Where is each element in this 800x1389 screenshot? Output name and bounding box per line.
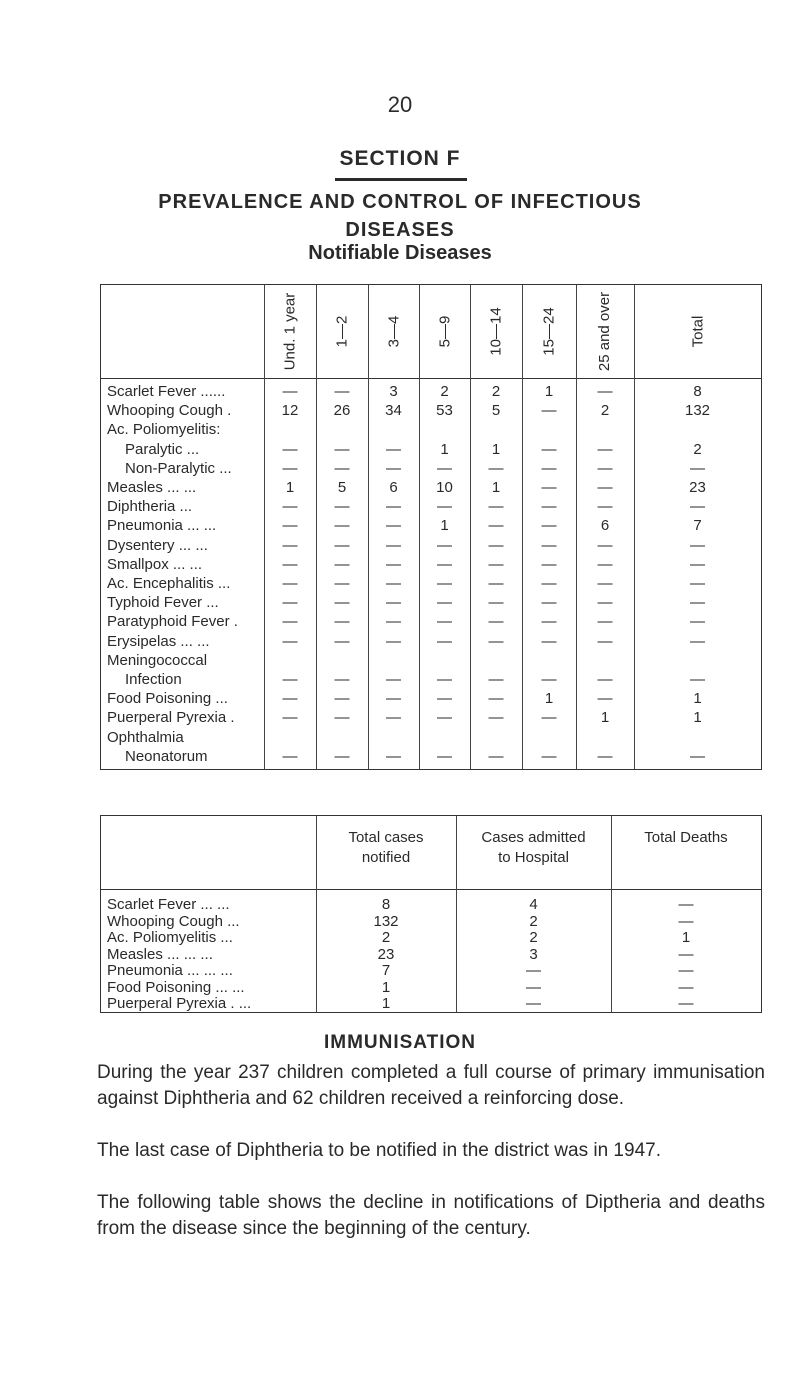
table-cell: 3 bbox=[389, 383, 398, 400]
row-label: Dysentery ... ... bbox=[107, 536, 208, 554]
table-cell: — bbox=[597, 690, 613, 708]
main-heading bbox=[0, 188, 800, 244]
summary-cell: 7 bbox=[381, 962, 391, 979]
summary-cell: 1 bbox=[381, 995, 391, 1012]
table-cell: 1 bbox=[491, 440, 501, 458]
table-cell: — bbox=[488, 459, 504, 477]
summary-cell: — bbox=[526, 995, 541, 1012]
table-cell: — bbox=[334, 555, 350, 573]
table-cell: — bbox=[437, 498, 452, 516]
column-header bbox=[264, 285, 316, 378]
table-cell: — bbox=[541, 632, 557, 650]
table-cell: — bbox=[282, 498, 298, 516]
table-cell: — bbox=[488, 594, 504, 612]
table-cell: 6 bbox=[600, 517, 610, 535]
summary-row-label: Pneumonia ... ... ... bbox=[107, 962, 233, 979]
table-cell: — bbox=[597, 613, 613, 631]
table-cell: — bbox=[597, 440, 613, 458]
summary-cell: — bbox=[526, 962, 541, 979]
table-cell: — bbox=[334, 383, 350, 400]
table-cell: — bbox=[541, 402, 557, 420]
table-cell: — bbox=[437, 747, 452, 765]
table-cell: 12 bbox=[281, 402, 299, 420]
column-header bbox=[470, 285, 522, 378]
table-cell: — bbox=[541, 440, 557, 458]
table-cell: — bbox=[437, 709, 452, 727]
table-cell: — bbox=[488, 498, 504, 516]
table-cell: — bbox=[597, 671, 613, 688]
table-cell: — bbox=[437, 594, 452, 612]
table-cell: — bbox=[334, 690, 350, 708]
table-cell: — bbox=[437, 459, 452, 477]
row-label: Diphtheria ... bbox=[107, 498, 193, 516]
table-cell: — bbox=[386, 555, 401, 573]
summary-cell: 132 bbox=[373, 912, 399, 930]
table-cell: — bbox=[386, 517, 401, 535]
summary-cell: — bbox=[678, 978, 694, 996]
table-cell: — bbox=[386, 536, 401, 554]
column-header-label: 25 and over bbox=[596, 291, 614, 372]
table-cell: 1 bbox=[600, 709, 610, 727]
table-cell: — bbox=[437, 632, 452, 650]
summary-cell: 8 bbox=[381, 896, 391, 913]
column-header bbox=[634, 285, 761, 378]
table-cell: — bbox=[282, 440, 298, 458]
column-header-label: 1—2 bbox=[333, 315, 351, 348]
table-cell: 2 bbox=[600, 402, 610, 420]
table-cell: — bbox=[437, 671, 452, 688]
row-label: Smallpox ... ... bbox=[107, 555, 203, 573]
summary-cell: 2 bbox=[529, 912, 538, 930]
table-cell: — bbox=[690, 498, 705, 516]
table-cell: — bbox=[334, 747, 350, 765]
table-cell: — bbox=[541, 747, 557, 765]
table-cell: 132 bbox=[684, 402, 711, 420]
summary-row-label: Measles ... ... ... bbox=[107, 945, 213, 963]
table-cell: — bbox=[541, 613, 557, 631]
column-header-label: 15—24 bbox=[540, 307, 558, 356]
table-cell: — bbox=[282, 555, 298, 573]
row-label: Puerperal Pyrexia . bbox=[107, 709, 235, 727]
table-cell: 8 bbox=[693, 383, 702, 400]
table-cell: — bbox=[541, 575, 557, 592]
table-cell: 5 bbox=[491, 402, 501, 420]
table-cell: — bbox=[488, 632, 504, 650]
summary-cell: 4 bbox=[529, 896, 538, 913]
summary-cell: — bbox=[526, 978, 541, 996]
table-cell: 1 bbox=[693, 709, 702, 727]
table-cell: 5 bbox=[337, 479, 347, 496]
main-heading-line1: PREVALENCE AND CONTROL OF INFECTIOUS bbox=[158, 191, 642, 213]
table-cell: 7 bbox=[693, 517, 702, 535]
table-cell: — bbox=[488, 690, 504, 708]
table-cell: — bbox=[386, 632, 401, 650]
summary-row-label: Puerperal Pyrexia . ... bbox=[107, 995, 252, 1012]
column-header-label: 3—4 bbox=[385, 315, 402, 348]
table-cell: — bbox=[541, 536, 557, 554]
row-label: Ophthalmia bbox=[107, 728, 184, 746]
table-cell: — bbox=[334, 498, 350, 516]
row-label: Paratyphoid Fever . bbox=[107, 613, 238, 631]
table-cell: — bbox=[334, 517, 350, 535]
row-label: Meningococcal bbox=[107, 651, 208, 669]
column-header-label: Total bbox=[689, 315, 706, 348]
table-cell: — bbox=[541, 498, 557, 516]
column-header-label: Und. 1 year bbox=[281, 292, 299, 371]
table-cell: — bbox=[690, 575, 705, 592]
table-cell: — bbox=[282, 594, 298, 612]
table-cell: — bbox=[488, 517, 504, 535]
table-cell: — bbox=[597, 594, 613, 612]
row-label: Paralytic ... bbox=[125, 440, 200, 458]
summary-cell: 1 bbox=[681, 929, 691, 946]
table-cell: — bbox=[282, 613, 298, 631]
table-cell: — bbox=[334, 440, 350, 458]
row-label: Measles ... ... bbox=[107, 479, 197, 496]
table-cell: — bbox=[334, 632, 350, 650]
table-cell: — bbox=[597, 536, 613, 554]
summary-cell: 2 bbox=[381, 929, 391, 946]
table-cell: — bbox=[386, 613, 401, 631]
table-cell: — bbox=[541, 517, 557, 535]
summary-column-header: Total cases notified bbox=[348, 829, 424, 866]
table-cell: — bbox=[282, 690, 298, 708]
table-cell: — bbox=[597, 498, 613, 516]
summary-cell: — bbox=[678, 896, 694, 913]
table-cell: — bbox=[541, 671, 557, 688]
table-cell: — bbox=[488, 575, 504, 592]
table-cell: 1 bbox=[491, 479, 501, 496]
table-cell: 1 bbox=[544, 690, 554, 708]
summary-cell: — bbox=[678, 945, 694, 963]
table-cell: — bbox=[282, 575, 298, 592]
table-cell: — bbox=[386, 671, 401, 688]
table-cell: — bbox=[541, 479, 557, 496]
table-cell: — bbox=[690, 536, 705, 554]
column-header-label: 10—14 bbox=[487, 307, 505, 356]
table-cell: — bbox=[597, 459, 613, 477]
table-cell: — bbox=[690, 459, 705, 477]
table-cell: — bbox=[690, 613, 705, 631]
table-cell: — bbox=[386, 709, 401, 727]
table-cell: 53 bbox=[436, 402, 453, 420]
summary-row-label: Food Poisoning ... ... bbox=[107, 978, 245, 996]
page-number: 20 bbox=[387, 92, 413, 117]
table-cell: — bbox=[488, 555, 504, 573]
table-cell: — bbox=[334, 459, 350, 477]
table-cell: — bbox=[386, 498, 401, 516]
table-cell: — bbox=[437, 555, 452, 573]
table-cell: — bbox=[488, 536, 504, 554]
table-cell: — bbox=[690, 632, 705, 650]
table-cell: — bbox=[282, 632, 298, 650]
table-cell: — bbox=[282, 517, 298, 535]
table-cell: — bbox=[282, 747, 298, 765]
table-cell: — bbox=[488, 747, 504, 765]
table-cell: 1 bbox=[440, 440, 449, 458]
column-header-label: 5—9 bbox=[436, 315, 453, 348]
summary-row-label: Scarlet Fever ... ... bbox=[107, 896, 230, 913]
table-cell: — bbox=[282, 671, 298, 688]
table-cell: — bbox=[488, 671, 504, 688]
table-cell: — bbox=[541, 459, 557, 477]
row-label: Neonatorum bbox=[125, 747, 208, 765]
table-cell: 2 bbox=[693, 440, 702, 458]
summary-column-header: Cases admitted to Hospital bbox=[481, 829, 586, 866]
header-rule bbox=[101, 378, 761, 379]
table-cell: — bbox=[334, 709, 350, 727]
table-cell: — bbox=[597, 383, 613, 400]
table-cell: — bbox=[386, 690, 401, 708]
table-cell: — bbox=[334, 671, 350, 688]
paragraph-last-case: The last case of Diphtheria to be notified in the district was in 1947. bbox=[97, 1140, 661, 1161]
table-cell: 2 bbox=[440, 383, 449, 400]
column-header bbox=[368, 285, 419, 378]
paragraph-immunisation: During the year 237 children completed a full course of primary immunisation against Diphtheria and 62 children received a reinforcing dose. bbox=[97, 1062, 765, 1109]
summary-cell: — bbox=[678, 995, 694, 1012]
row-label: Whooping Cough . bbox=[107, 402, 232, 420]
row-label: Erysipelas ... ... bbox=[107, 632, 210, 650]
table-cell: — bbox=[437, 613, 452, 631]
table-cell: — bbox=[437, 690, 452, 708]
table-cell: — bbox=[597, 747, 613, 765]
column-header bbox=[316, 285, 368, 378]
table-cell: — bbox=[386, 440, 401, 458]
table-cell: — bbox=[386, 459, 401, 477]
row-label: Ac. Poliomyelitis: bbox=[107, 421, 221, 439]
table-cell: — bbox=[597, 555, 613, 573]
table-cell: — bbox=[541, 555, 557, 573]
summary-cell: 2 bbox=[529, 929, 538, 946]
table-cell: — bbox=[597, 479, 613, 496]
summary-cell: 3 bbox=[529, 945, 538, 963]
table-cell: — bbox=[690, 671, 705, 688]
immunisation-heading: IMMUNISATION bbox=[323, 1032, 477, 1053]
table-cell: — bbox=[437, 575, 452, 592]
table-cell: — bbox=[597, 632, 613, 650]
table-cell: — bbox=[690, 555, 705, 573]
table-cell: 6 bbox=[389, 479, 398, 496]
table-cell: 1 bbox=[693, 690, 702, 708]
table-cell: — bbox=[437, 536, 452, 554]
table-cell: — bbox=[541, 594, 557, 612]
table-cell: — bbox=[488, 709, 504, 727]
table-cell: 1 bbox=[285, 479, 295, 496]
sub-heading: Notifiable Diseases bbox=[308, 242, 492, 264]
table-cell: 10 bbox=[436, 479, 453, 496]
table-cell: 34 bbox=[385, 402, 402, 420]
table-cell: 2 bbox=[491, 383, 501, 400]
main-heading-line2: DISEASES bbox=[345, 219, 455, 241]
table-cell: — bbox=[282, 459, 298, 477]
section-title: SECTION F bbox=[339, 147, 461, 170]
row-label: Scarlet Fever ...... bbox=[107, 383, 226, 400]
row-label: Ac. Encephalitis ... bbox=[107, 575, 231, 592]
summary-cell: 23 bbox=[377, 945, 395, 963]
row-label: Infection bbox=[125, 671, 182, 688]
summary-cell: 1 bbox=[381, 978, 391, 996]
table-cell: — bbox=[334, 536, 350, 554]
row-label: Non-Paralytic ... bbox=[125, 459, 232, 477]
table-cell: — bbox=[282, 709, 298, 727]
table-cell: 1 bbox=[544, 383, 554, 400]
table-cell: — bbox=[334, 575, 350, 592]
table-cell: — bbox=[597, 575, 613, 592]
table-cell: — bbox=[282, 536, 298, 554]
column-header bbox=[419, 285, 470, 378]
row-label: Typhoid Fever ... bbox=[107, 594, 219, 612]
summary-table bbox=[100, 815, 762, 1013]
header-rule bbox=[101, 889, 761, 890]
summary-row-label: Ac. Poliomyelitis ... bbox=[107, 929, 233, 946]
row-label: Pneumonia ... ... bbox=[107, 517, 217, 535]
summary-column-header: Total Deaths bbox=[644, 829, 728, 846]
age-breakdown-table bbox=[100, 284, 762, 770]
table-cell: 1 bbox=[440, 517, 449, 535]
table-cell: — bbox=[386, 747, 401, 765]
section-title-underline bbox=[335, 178, 467, 181]
summary-cell: — bbox=[678, 912, 694, 930]
paragraph-decline: The following table shows the decline in notifications of Diptheria and deaths from the disease since the beginning of the century. bbox=[97, 1192, 765, 1239]
column-header bbox=[522, 285, 576, 378]
table-cell: — bbox=[690, 594, 705, 612]
table-cell: — bbox=[541, 709, 557, 727]
table-cell: — bbox=[282, 383, 298, 400]
summary-cell: — bbox=[678, 962, 694, 979]
table-cell: 23 bbox=[689, 479, 706, 496]
table-cell: — bbox=[386, 594, 401, 612]
table-cell: — bbox=[386, 575, 401, 592]
column-header bbox=[576, 285, 634, 378]
summary-row-label: Whooping Cough ... bbox=[107, 912, 240, 930]
table-cell: — bbox=[334, 594, 350, 612]
table-cell: — bbox=[690, 747, 705, 765]
table-cell: — bbox=[488, 613, 504, 631]
table-cell: — bbox=[334, 613, 350, 631]
row-label: Food Poisoning ... bbox=[107, 690, 228, 708]
table-cell: 26 bbox=[333, 402, 351, 420]
